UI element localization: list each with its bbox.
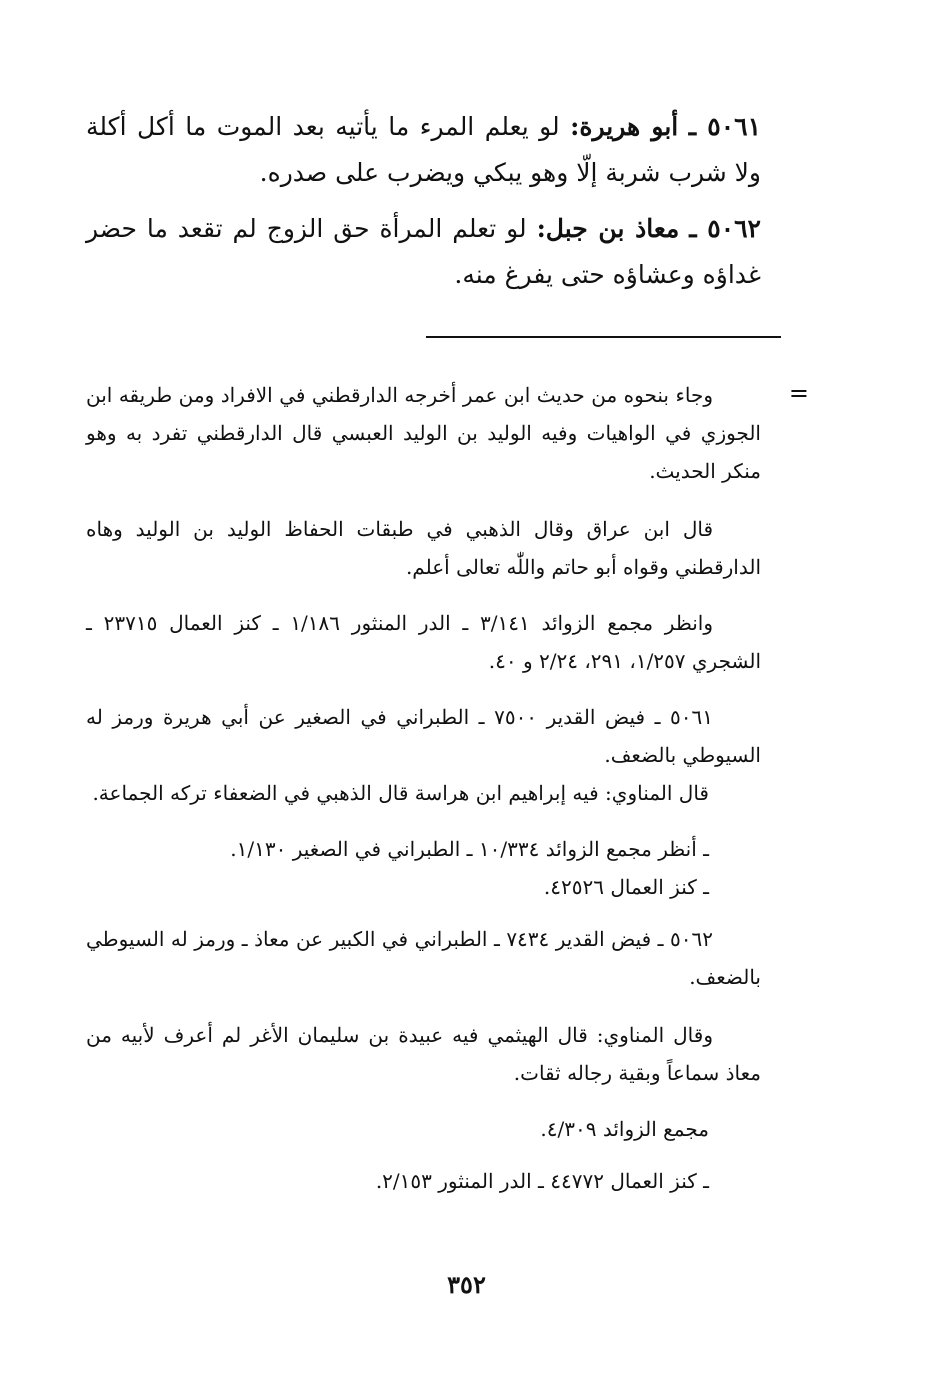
footnote-paragraph: ـ أنظر مجمع الزوائد ١٠/٣٣٤ ـ الطبراني في الصغير ١/١٣٠. <box>230 837 709 861</box>
footnote-continuation-mark: = <box>788 379 809 407</box>
hadith-narrator: معاذ بن جبل: <box>536 214 680 243</box>
footnote-paragraph: وانظر مجمع الزوائد ٣/١٤١ ـ الدر المنثور ١/١٨٦ ـ كنز العمال ٢٣٧١٥ ـ الشجري ١/٢٥٧، ٢٩١، ٢/٢٤ و ٤٠. <box>86 611 761 673</box>
footnote-paragraph: ـ كنز العمال ٤٢٥٢٦. <box>543 875 709 899</box>
hadith-text: لو تعلم المرأة حق الزوج لم تقعد ما حضر غداؤه وعشاؤه حتى يفرغ منه. <box>86 214 761 289</box>
hadith-narrator: أبو هريرة: <box>570 112 679 141</box>
hadith-text: لو يعلم المرء ما يأتيه بعد الموت ما أكل أكلة ولا شرب شربة إلّا وهو يبكي ويضرب على صدره. <box>86 112 761 187</box>
footnote-paragraph: قال ابن عراق وقال الذهبي في طبقات الحفاظ الوليد بن الوليد وهاه الدارقطني وقواه أبو حاتم واللّٰه تعالى أعلم. <box>86 517 761 579</box>
page-number: ٣٥٢ <box>447 1270 486 1299</box>
hadith-number: ٥٠٦٢ ـ <box>689 214 761 243</box>
footnote-paragraph: ٥٠٦١ ـ فيض القدير ٧٥٠٠ ـ الطبراني في الصغير عن أبي هريرة ورمز له السيوطي بالضعف. <box>86 705 761 767</box>
footnote-paragraph: قال المناوي: فيه إبراهيم ابن هراسة قال الذهبي في الضعفاء تركه الجماعة. <box>92 781 709 805</box>
hadith-number: ٥٠٦١ ـ <box>688 112 761 141</box>
footnote-paragraph: مجمع الزوائد ٤/٣٠٩. <box>540 1117 709 1141</box>
footnote-paragraph: ـ كنز العمال ٤٤٧٧٢ ـ الدر المنثور ٢/١٥٣. <box>375 1169 709 1193</box>
hadith-5061 <box>86 104 761 196</box>
footnote-paragraph: وقال المناوي: قال الهيثمي فيه عبيدة بن سليمان الأغر لم أعرف لأبيه من معاذ سماعاً وبقية رجاله ثقات. <box>86 1023 761 1085</box>
footnote-paragraph: ٥٠٦٢ ـ فيض القدير ٧٤٣٤ ـ الطبراني في الكبير عن معاذ ـ ورمز له السيوطي بالضعف. <box>86 927 761 989</box>
hadith-5062 <box>86 206 761 298</box>
footnote-separator <box>426 336 781 338</box>
footnote-paragraph: وجاء بنحوه من حديث ابن عمر أخرجه الدارقطني في الافراد ومن طريقه ابن الجوزي في الواهيات وفيه الوليد بن الوليد العبسي قال الدارقطني تفرد به وهو منكر الحديث. <box>86 383 761 483</box>
